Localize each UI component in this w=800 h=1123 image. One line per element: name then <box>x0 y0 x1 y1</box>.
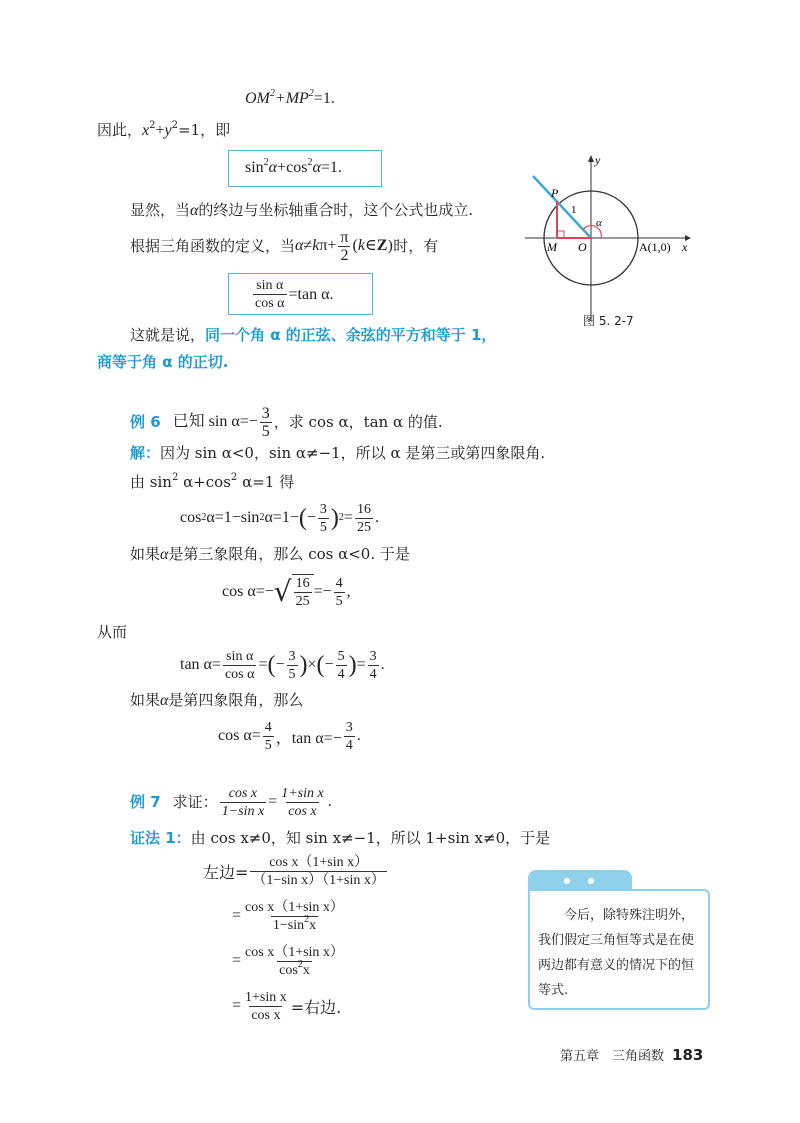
line-quotient: 商等于角 α 的正切. <box>97 353 229 371</box>
terminal-side <box>533 176 591 238</box>
line-definition: 根据三角函数的定义，当 α ≠ k π+ $\frac{\pi}{2}$ ( k ∈ Z )时，有 <box>130 228 439 264</box>
right-angle-mark <box>557 231 564 238</box>
equation-cos-third: cos α=− √ $\frac{16}{25}$ =− $\frac{4}{5}$ , <box>222 575 351 609</box>
proof-equation-2: = $\frac{\text{cos x（1+sin x）}}{1-\sin^2x}$ <box>232 899 344 933</box>
proof-equation-1: 左边= $\frac{\text{cos x（1+sin x）}}{\text{（1−sin x）（1+sin x）}}$ <box>203 854 385 888</box>
note-text: 今后，除特殊注明外，我们假定三角恒等式是在使两边都有意义的情况下的恒等式. <box>538 908 695 998</box>
proof-line-1: 证法 1：由 cos x≠0，知 sin x≠−1，所以 1+sin x≠0，于是 <box>130 829 551 847</box>
page-footer <box>560 1045 703 1064</box>
line-that-is: 这就是说，同一个角 α 的正弦、余弦的平方和等于 1， <box>130 326 497 344</box>
case-third-quadrant: 如果α是第三象限角，那么 cos α<0. 于是 <box>130 545 410 563</box>
label-p: P <box>551 186 559 200</box>
page-number: 183 <box>672 1046 704 1064</box>
equation-tan-third: tan α= $\frac{\text{sin α}}{\text{cos α}}$ = ( − $\frac{3}{5}$ ) × ( − $\frac{5}{4}$ ) = $\frac{3}{4}$ . <box>180 648 385 682</box>
equation-om-mp: $OM^2+MP^2=1$. <box>245 88 335 107</box>
case-fourth-quadrant: 如果α是第四象限角，那么 <box>130 691 304 709</box>
solution-line-2: 由 $\sin^2 \alpha+\cos^2$ α=1 得 <box>130 472 295 491</box>
line-obviously: 显然，当α的终边与坐标轴重合时，这个公式也成立. <box>130 201 474 219</box>
note-dot-left <box>564 878 570 884</box>
label-y: y <box>595 153 601 167</box>
side-note <box>528 870 710 1008</box>
footer-chapter: 第五章 三角函数 <box>560 1049 665 1064</box>
label-x: x <box>682 240 688 254</box>
note-dot-right <box>588 878 594 884</box>
line-therefore: 因此，$x^2+y^2=1$，即 <box>97 120 231 139</box>
label-o: O <box>578 240 587 254</box>
label-a: A(1,0) <box>639 240 671 254</box>
line-hence: 从而 <box>97 623 128 641</box>
figure-caption: 图 5. 2-7 <box>583 314 634 328</box>
identity-box-tangent: $\frac{\text{sin α}}{\text{cos α}}$ =tan α. <box>228 273 373 315</box>
equation-cos-squared: cos 2 α=1−sin 2 α=1− ( − $\frac{3}{5}$ ) 2 = $\frac{16}{25}$ . <box>180 501 379 535</box>
example-6: 例 6 已知 sin α=− $\frac{3}{5}$ ，求 cos α，tan α 的值. <box>130 404 443 440</box>
example-7: 例 7 求证： $\frac{\text{cos x}}{\text{1−sin x}}$ = $\frac{\text{1+sin x}}{\text{cos x}}$ . <box>130 785 332 819</box>
label-alpha: α <box>596 217 602 229</box>
equation-case-fourth: cos α= $\frac{4}{5}$ ，tan α=− $\frac{3}{4}$ . <box>218 719 361 753</box>
label-one: 1 <box>571 204 577 216</box>
proof-equation-3: = $\frac{\text{cos x（1+sin x）}}{\cos^2x}$ <box>232 944 344 978</box>
identity-box-pythagorean: $\sin^2\alpha+\cos^2\alpha=1$. <box>228 150 382 187</box>
proof-equation-4: = $\frac{\text{1+sin x}}{\text{cos x}}$ =右边. <box>232 989 342 1023</box>
unit-circle-figure <box>525 150 700 325</box>
note-body <box>528 889 710 1010</box>
label-m: M <box>547 240 557 254</box>
solution-line-1: 解：因为 sin α<0，sin α≠−1，所以 α 是第三或第四象限角. <box>130 444 546 462</box>
y-axis-arrow <box>588 155 594 162</box>
